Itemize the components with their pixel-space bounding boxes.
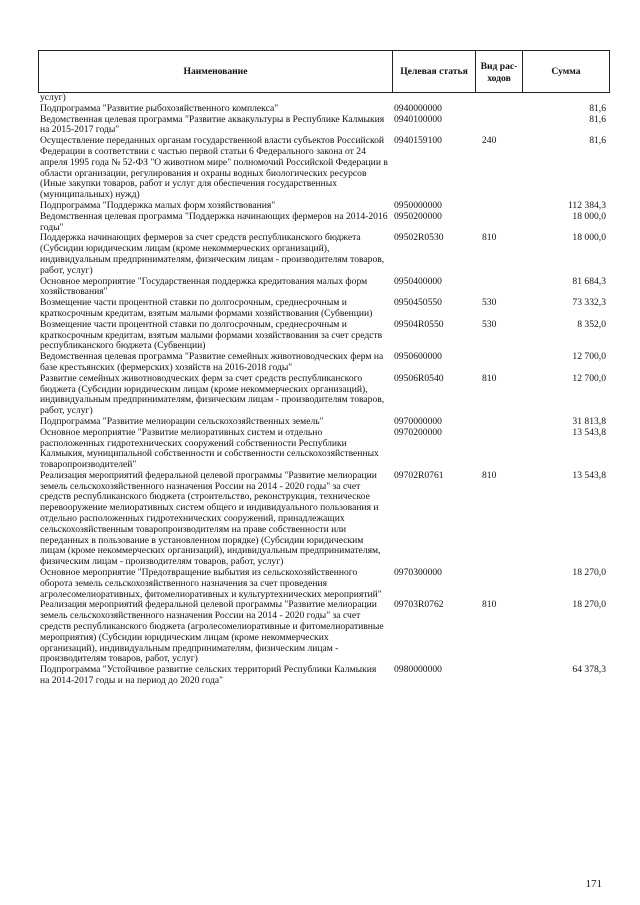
row-vid: 810 [482, 372, 497, 384]
table-body [40, 93, 610, 687]
row-vid: 810 [482, 232, 497, 244]
row-code: 09504R0550 [394, 318, 444, 330]
row-sum: 18 270,0 [572, 567, 606, 579]
row-name: Основное мероприятие "Предотвращение выбытия из сельскохозяйственного оборота земель сельскохозяйственного назначения за счет проведения агролесомелиоративных, фитомелиоративных и культуртехнических мероприятий" [40, 567, 382, 600]
table-row [40, 600, 610, 665]
row-sum: 81,6 [589, 113, 606, 125]
table-row [40, 115, 610, 137]
row-sum: 8 352,0 [577, 318, 606, 330]
row-vid [476, 417, 526, 428]
row-code: 0970000000 [394, 415, 442, 427]
row-vid: 530 [482, 318, 497, 330]
row-code: 0940100000 [394, 113, 442, 125]
row-vid: 240 [482, 135, 497, 147]
table-row [40, 320, 610, 352]
row-code: 09506R0540 [394, 372, 444, 384]
row-vid: 810 [482, 469, 497, 481]
row-name: Реализация мероприятий федеральной целевой программы "Развитие мелиорации земель сельскохозяйственного назначения России на 2014 - 2020 годы" за счет средств республиканского бюджета (строительство, реконструкция, техническое перевооружение мелиоративных систем общего и индивидуального пользования и отдельно расположенных гидротехнических сооружений, принадлежащих сельскохозяйственным товаропроизводителям на праве собственности или переданных в пользование в установленном порядке) (Субсидии юридическим лицам (кроме некоммерческих организаций), индивидуальным предпринимателям, физическим лицам - производителям товаров, работ, услуг) [40, 469, 381, 568]
row-name: Основное мероприятие "Развитие мелиоративных систем и отдельно расположенных гидротехнических сооружений собственности Республики Калмыкия, муниципальной собственности и собственности сельскохозяйственных товаропроизводителей" [40, 426, 379, 471]
row-vid [476, 665, 526, 687]
row-code: 0970300000 [394, 567, 442, 579]
row-name: Ведомственная целевая программа "Развитие семейных животноводческих ферм на базе крестьянских (фермерских) хозяйств на 2016-2018 годы" [40, 351, 384, 373]
row-sum: 13 543,8 [572, 469, 606, 481]
page-number: 171 [585, 878, 602, 890]
row-vid [476, 104, 526, 115]
row-code: 0940159100 [394, 135, 442, 147]
row-code: 09702R0761 [394, 469, 444, 481]
row-sum: 73 332,3 [572, 297, 606, 309]
row-name: Подпрограмма "Устойчивое развитие сельских территорий Республики Калмыкия на 2014-2017 годы и на период до 2020 года" [40, 664, 377, 687]
row-vid [476, 93, 526, 104]
row-name: услуг) [40, 92, 66, 103]
row-sum: 12 700,0 [572, 372, 606, 384]
row-sum: 81 684,3 [572, 275, 606, 287]
header-vid: Вид рас- ходов [476, 51, 523, 92]
row-code: 0950600000 [394, 351, 442, 363]
row-sum: 18 270,0 [572, 599, 606, 611]
table-row [40, 136, 610, 201]
row-vid [476, 568, 526, 600]
row-name: Осуществление переданных органам государственной власти субъектов Российской Федерации в соответствии с частью первой статьи 6 Федерального закона от 24 апреля 1995 года № 52-ФЗ "О животном мире" полномочий Российской Федерации в области организации, регулирования и охраны водных биологических ресурсов (Иные закупки товаров, работ и услуг для обеспечения государственных (муниципальных) нужд) [40, 135, 388, 201]
row-name: Возмещение части процентной ставки по долгосрочным, среднесрочным и краткосрочным кредитам, взятым малыми формами хозяйствования за счет средств республиканского бюджета (Субвенции) [40, 318, 383, 352]
row-sum: 13 543,8 [572, 426, 606, 438]
header-name: Наименование [39, 51, 393, 92]
header-sum: Сумма [551, 65, 581, 77]
row-vid [476, 212, 526, 234]
row-vid [476, 352, 526, 374]
table-row [40, 233, 610, 276]
row-code: 0950000000 [394, 199, 442, 211]
row-code: 0950450550 [394, 297, 442, 309]
row-sum: 112 384,3 [567, 199, 606, 211]
row-name: Подпрограмма "Развитие мелиорации сельскохозяйственных земель" [40, 415, 324, 427]
row-code: 0980000000 [394, 664, 442, 676]
table-row [40, 374, 610, 417]
row-code: 0950200000 [394, 210, 442, 222]
row-vid: 810 [482, 599, 497, 611]
table-row [40, 352, 610, 374]
row-vid: 530 [482, 297, 497, 309]
row-sum: 18 000,0 [572, 232, 606, 244]
row-sum: 64 378,3 [572, 664, 606, 676]
row-code: 09502R0530 [394, 232, 444, 244]
row-code: 09703R0762 [394, 599, 444, 611]
row-sum: 12 700,0 [572, 351, 606, 363]
header-code: Целевая статья [393, 51, 476, 92]
row-vid [476, 277, 526, 299]
row-code: 0940000000 [394, 102, 442, 114]
row-sum: 18 000,0 [572, 210, 606, 222]
row-name: Возмещение части процентной ставки по долгосрочным, среднесрочным и краткосрочным кредитам, взятым малыми формами хозяйствования (Субвенции) [40, 297, 373, 319]
row-name: Реализация мероприятий федеральной целевой программы "Развитие мелиорации земель сельскохозяйственного назначения России на 2014 - 2020 годы" за счет средств республиканского бюджета (агролесомелиоративные и фитомелиоративные мероприятия) (Субсидии юридическим лицам (кроме некоммерческих организаций), индивидуальным предпринимателям, физическим лицам - производителям товаров, работ, услуг) [40, 599, 384, 665]
row-sum: 81,6 [589, 135, 606, 147]
row-name: Подпрограмма "Поддержка малых форм хозяйствования" [40, 199, 276, 211]
row-name: Ведомственная целевая программа "Развитие аквакультуры в Республике Калмыкия на 2015-2017 годы" [40, 113, 385, 136]
row-vid [476, 115, 526, 137]
row-sum: 31 813,8 [572, 415, 606, 427]
row-name: Подпрограмма "Развитие рыбохозяйственного комплекса" [40, 102, 279, 114]
table-row [40, 277, 610, 299]
row-name: Ведомственная целевая программа "Поддержка начинающих фермеров на 2014-2016 годы" [40, 210, 388, 233]
table-row [40, 665, 610, 687]
row-code: 0970200000 [394, 426, 442, 438]
table-header [38, 50, 610, 93]
row-code: 0950400000 [394, 275, 442, 287]
table-row [40, 471, 610, 568]
table-row [40, 298, 610, 320]
row-name: Поддержка начинающих фермеров за счет средств республиканского бюджета (Субсидии юридическим лицам (кроме некоммерческих организаций), индивидуальным предпринимателям, физическим лицам - производителям товаров, работ, услуг) [40, 232, 385, 276]
row-name: Основное мероприятие "Государственная поддержка кредитования малых форм хозяйствования" [40, 275, 368, 298]
row-sum: 81,6 [589, 102, 606, 114]
table-row [40, 212, 610, 234]
row-vid [476, 428, 526, 471]
table-row [40, 104, 610, 115]
row-vid [476, 201, 526, 212]
table-row [40, 428, 610, 471]
row-name: Развитие семейных животноводческих ферм за счет средств республиканского бюджета (Субсидии юридическим лицам (кроме некоммерческих организаций), индивидуальным предпринимателям, физическим лицам - производителям товаров, работ, услуг) [40, 372, 385, 417]
table-row [40, 568, 610, 600]
